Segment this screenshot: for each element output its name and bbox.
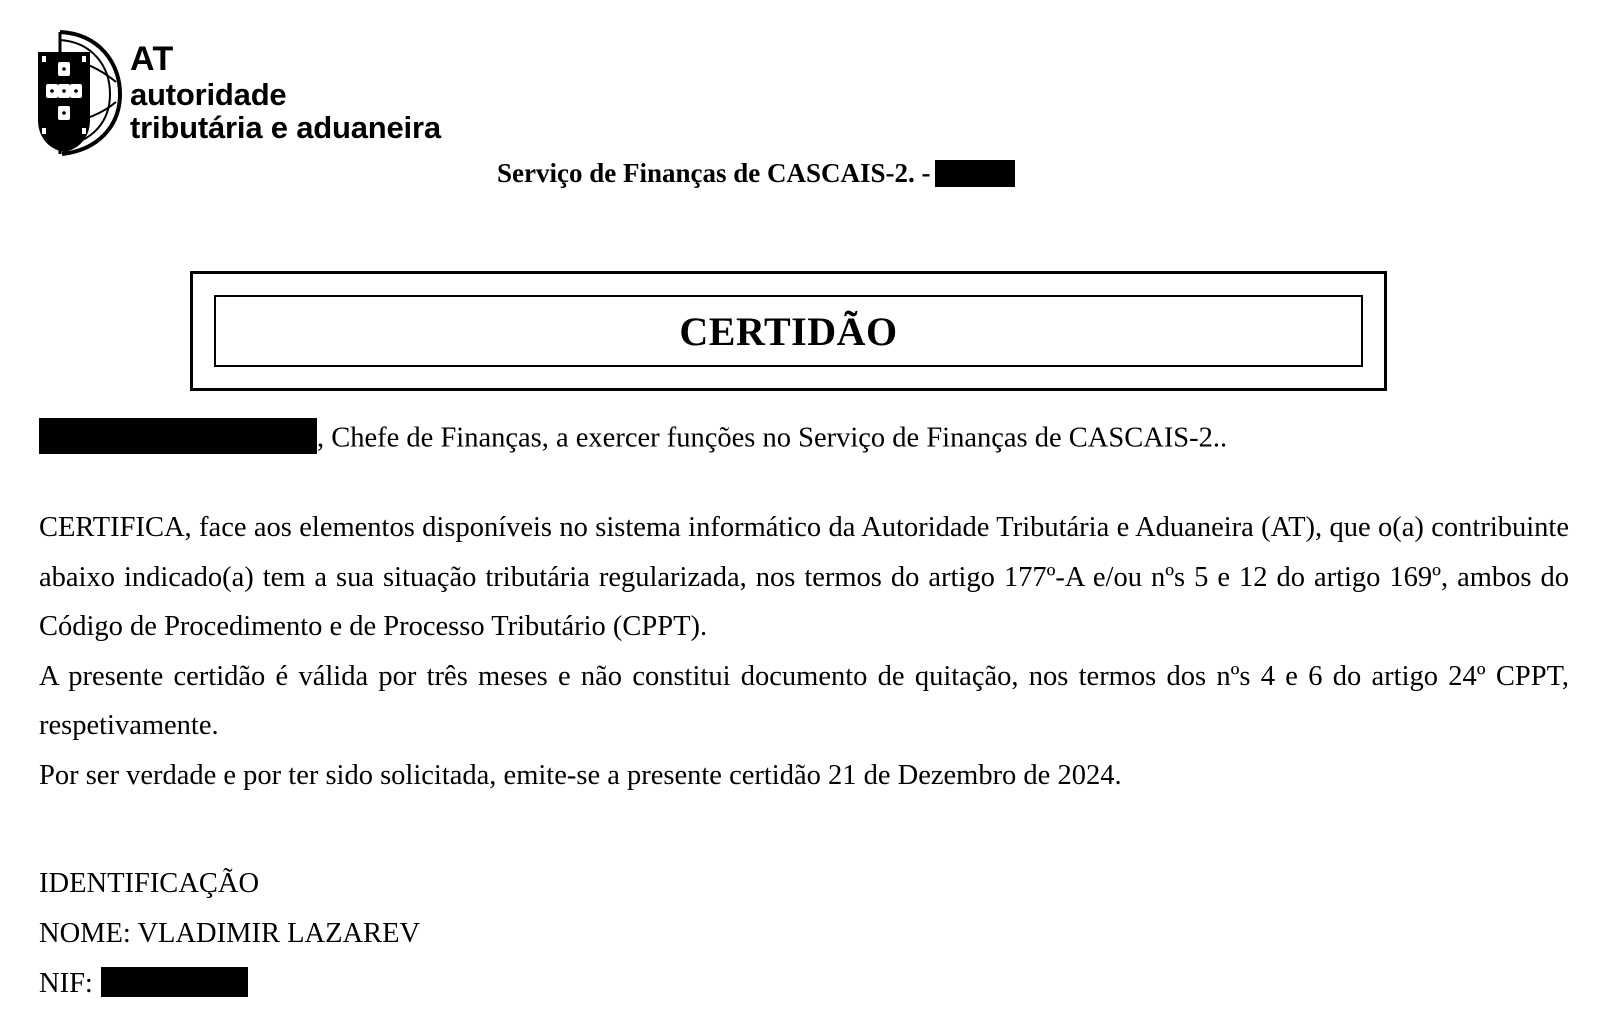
coat-of-arms-icon: [38, 28, 122, 156]
at-logo: [38, 28, 508, 160]
certifica-paragraph: CERTIFICA, face aos elementos disponíveis no sistema informático da Autoridade Tributária e Aduaneira (AT), que o(a) contribuinte abaixo indicado(a) tem a sua situação tributária regularizada, nos termos do artigo 177º-A e/ou nºs 5 e 12 do artigo 169º, ambos do Código de Procedimento e de Processo Tributário (CPPT).: [39, 512, 1569, 642]
redaction-bar: [39, 418, 317, 454]
logo-wordmark: [130, 42, 441, 143]
logo-line-1: autoridade: [130, 77, 287, 112]
certification-body: [39, 503, 1569, 800]
identification-heading: IDENTIFICAÇÃO: [39, 868, 260, 899]
closing-paragraph: Por ser verdade e por ter sido solicitada, emite-se a presente certidão 21 de Dezembro de 2024.: [39, 759, 1122, 791]
title-frame: [190, 271, 1387, 391]
intro-text: , Chefe de Finanças, a exercer funções no Serviço de Finanças de CASCAIS-2..: [317, 422, 1228, 454]
nif-row: [39, 970, 248, 1000]
redaction-bar: [101, 967, 248, 997]
document-title: CERTIDÃO: [679, 308, 898, 354]
name-value: VLADIMIR LAZAREV: [137, 918, 421, 949]
office-name: Serviço de Finanças de CASCAIS-2. -: [497, 158, 931, 188]
logo-abbreviation: AT: [130, 40, 174, 78]
nif-label: NIF:: [39, 968, 93, 999]
intro-line: [39, 422, 1227, 458]
name-row: [39, 920, 420, 949]
title-inner-frame: [214, 295, 1363, 367]
redaction-bar: [935, 160, 1015, 187]
name-label: NOME:: [39, 918, 131, 949]
office-header: [497, 158, 1015, 189]
validity-paragraph: A presente certidão é válida por três meses e não constitui documento de quitação, nos termos dos nºs 4 e 6 do artigo 24º CPPT, respetivamente.: [39, 660, 1569, 741]
logo-line-2: tributária e aduaneira: [130, 110, 441, 145]
